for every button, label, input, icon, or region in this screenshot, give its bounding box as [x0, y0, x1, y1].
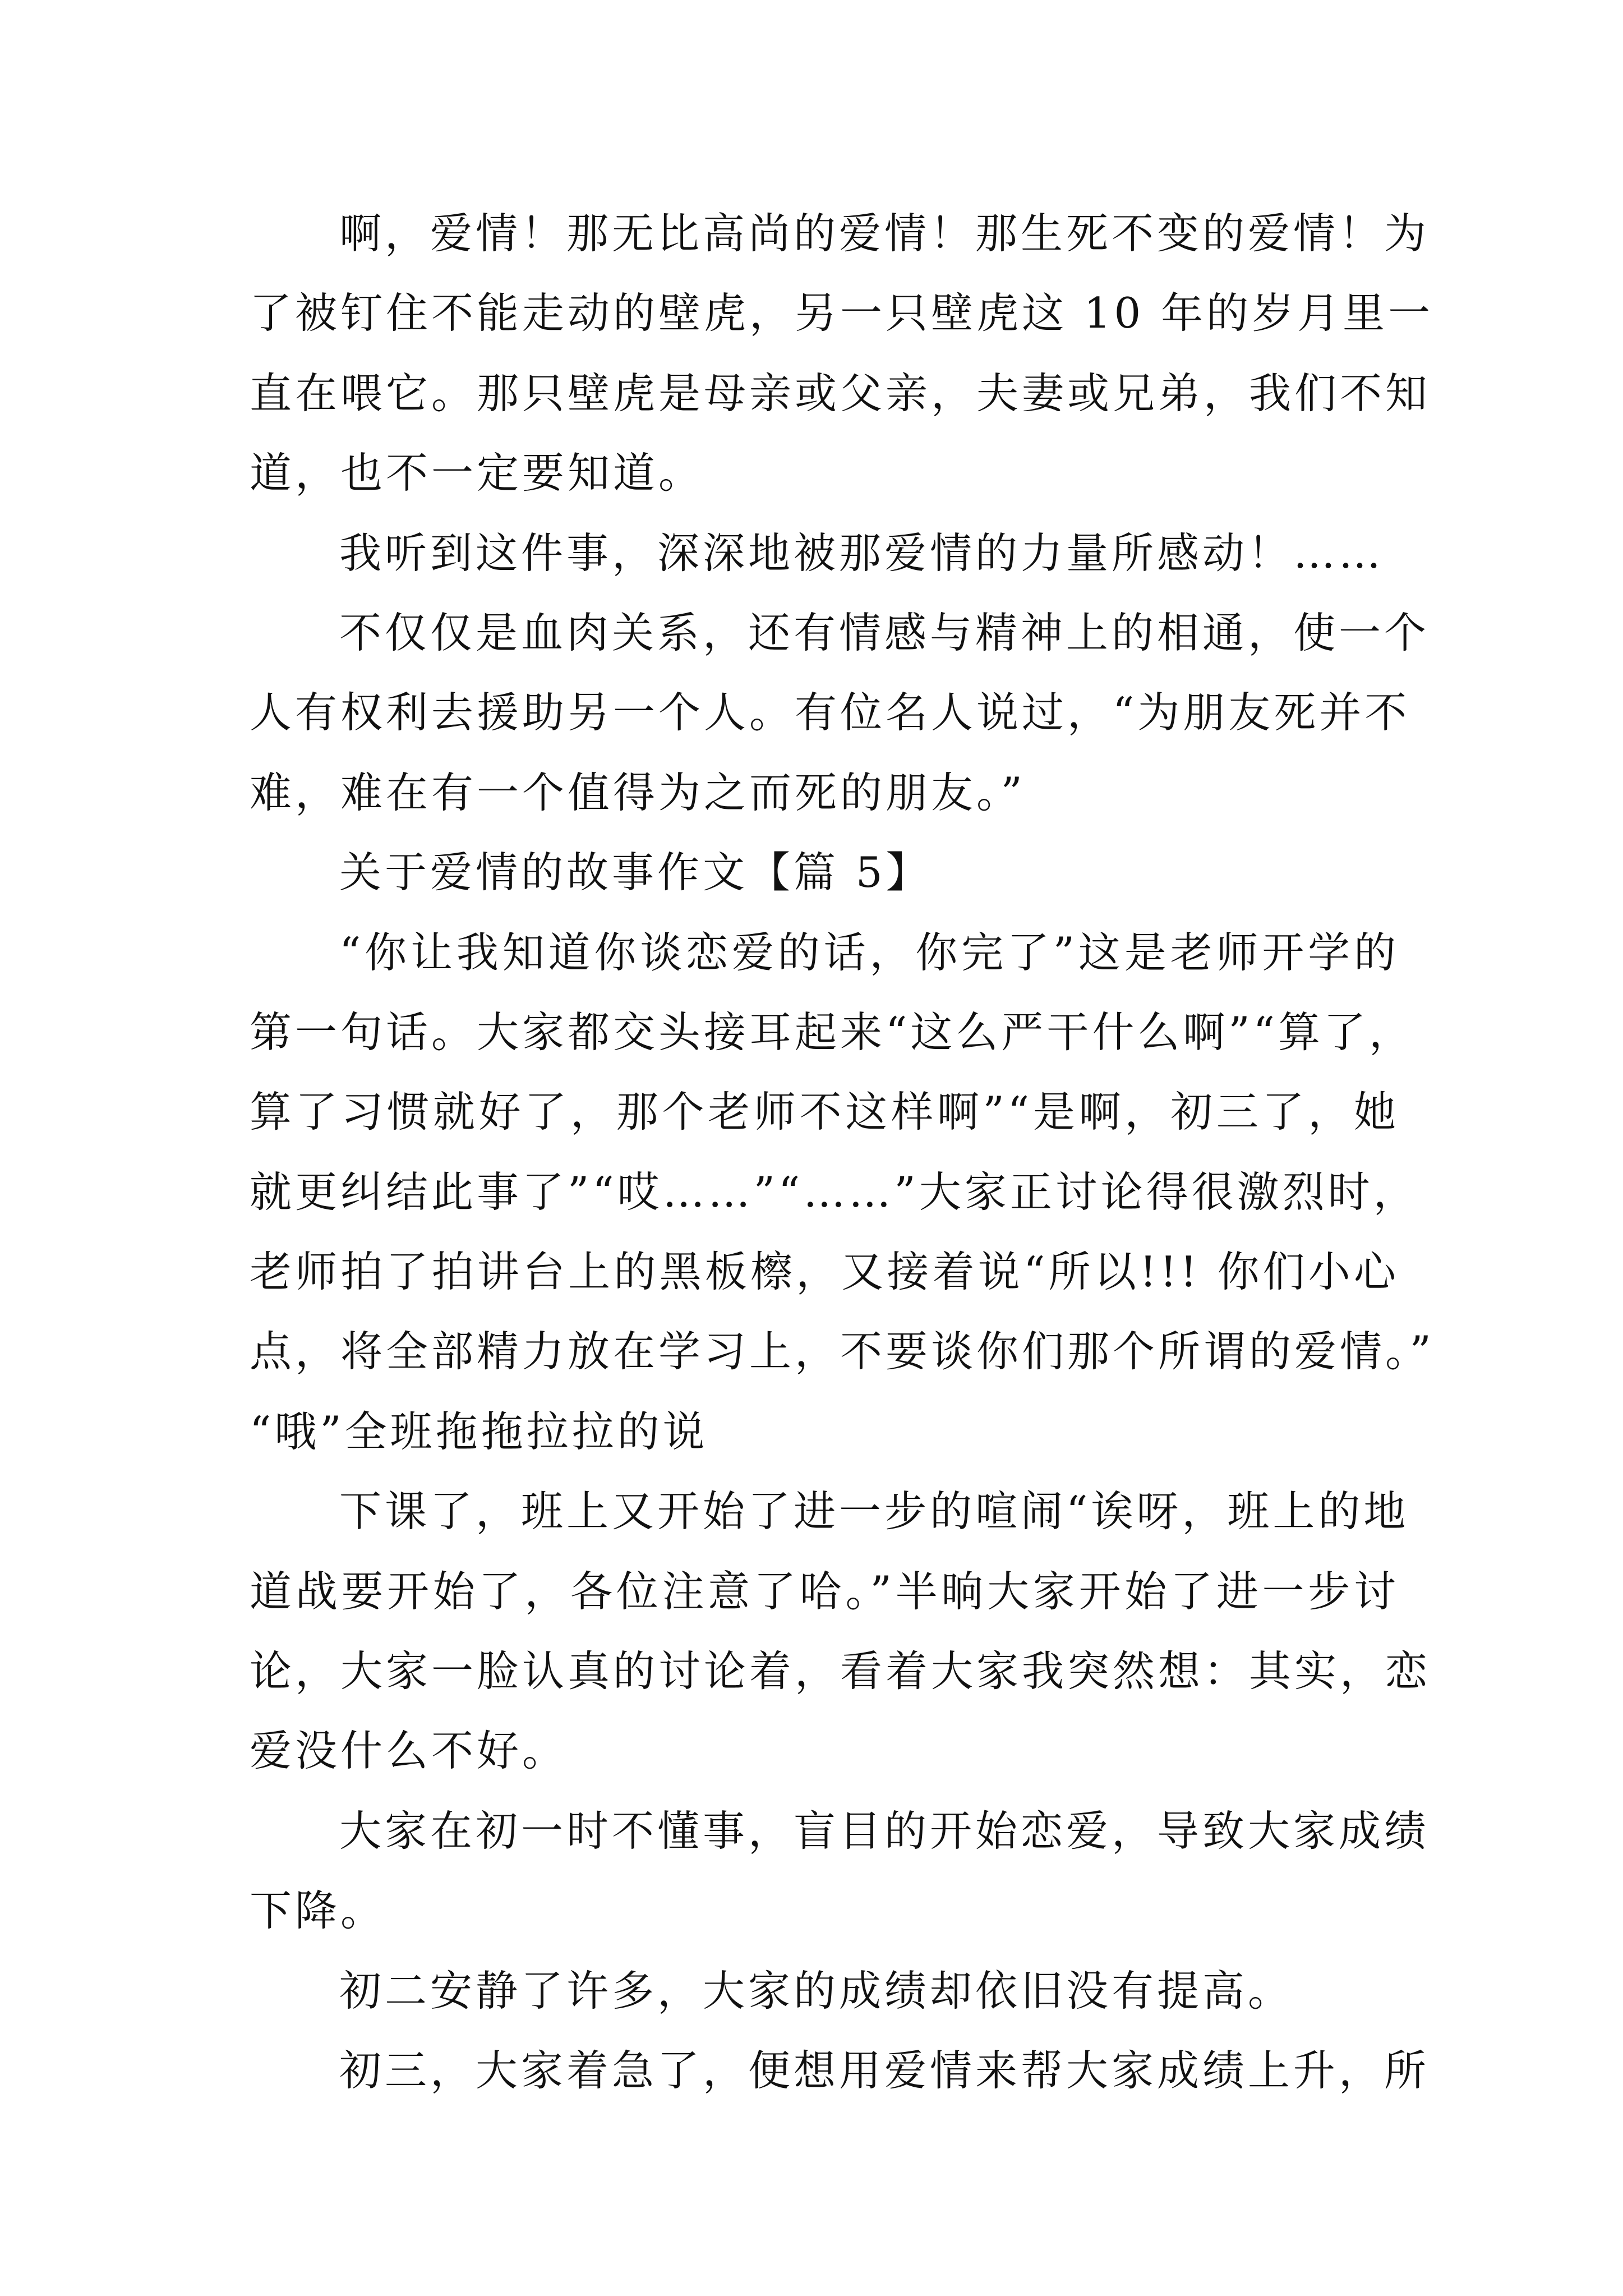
paragraph	[250, 913, 1435, 1472]
text-line: 啊，爱情！那无比高尚的爱情！那生死不变的爱情！为	[339, 209, 1430, 258]
text-line: 下降。	[250, 1886, 386, 1936]
paragraph	[250, 1951, 1399, 2031]
text-line: 点，将全部精力放在学习上，不要谈你们那个所谓的爱情。”	[250, 1327, 1435, 1377]
text-line: 初三，大家着急了，便想用爱情来帮大家成绩上升，所	[339, 2045, 1430, 2095]
paragraph	[250, 1471, 1431, 1791]
body-text	[250, 194, 1435, 2110]
text-line: 难，难在有一个值得为之而死的朋友。”	[250, 767, 1026, 817]
text-line: 直在喂它。那只壁虎是母亲或父亲，夫妻或兄弟，我们不知	[250, 368, 1431, 418]
text-line: 不仅仅是血肉关系，还有情感与精神上的相通，使一个	[339, 608, 1430, 657]
text-line: 老师拍了拍讲台上的黑板檫，又接着说“所以!!! 你们小心	[250, 1247, 1399, 1297]
text-line: 下课了，班上又开始了进一步的喧闹“诶呀，班上的地	[339, 1487, 1409, 1536]
paragraph	[250, 194, 1434, 513]
text-line: “哦”全班拖拖拉拉的说	[250, 1406, 708, 1456]
text-line: 我听到这件事，深深地被那爱情的力量所感动！……	[339, 528, 1385, 578]
section-heading	[250, 832, 1399, 912]
text-line: 就更纠结此事了”“哎……”“……”大家正讨论得很激烈时，	[250, 1167, 1419, 1217]
text-line: 大家在初一时不懂事，盲目的开始恋爱，导致大家成绩	[339, 1806, 1430, 1856]
text-line: 论，大家一脸认真的讨论着，看着大家我突然想：其实，恋	[250, 1646, 1431, 1696]
text-line: 爱没什么不好。	[250, 1726, 568, 1776]
text-line: 道战要开始了，各位注意了哈。”半晌大家开始了进一步讨	[250, 1566, 1399, 1616]
text-line: 第一句话。大家都交头接耳起来“这么严干什么啊”“算了，	[250, 1007, 1415, 1057]
paragraph	[250, 1791, 1430, 1951]
paragraph	[250, 513, 1399, 593]
text-line: 道，也不一定要知道。	[250, 448, 704, 498]
text-line: “你让我知道你谈恋爱的话，你完了”这是老师开学的	[339, 927, 1399, 977]
text-line: 关于爱情的故事作文【篇 5】	[339, 848, 932, 898]
text-line: 初二安静了许多，大家的成绩却依旧没有提高。	[339, 1966, 1294, 2016]
paragraph	[250, 593, 1430, 832]
text-line: 了被钉住不能走动的壁虎，另一只壁虎这 10 年的岁月里一	[250, 288, 1434, 338]
paragraph	[250, 2031, 1430, 2110]
text-line: 算了习惯就好了，那个老师不这样啊”“是啊，初三了，她	[250, 1087, 1399, 1137]
text-line: 人有权利去援助另一个人。有位名人说过，“为朋友死并不	[250, 688, 1410, 738]
